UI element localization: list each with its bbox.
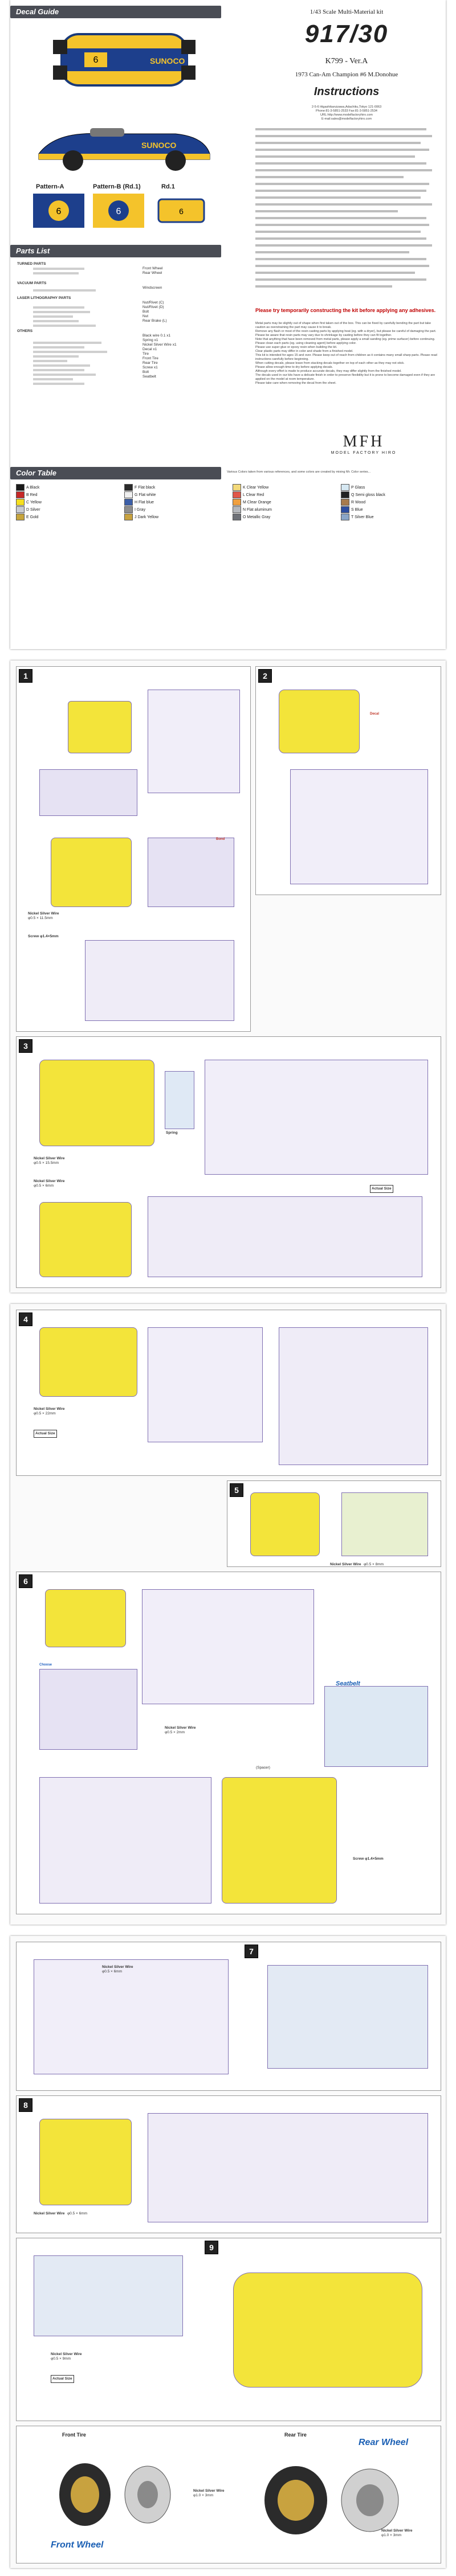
car-top-view — [50, 23, 198, 97]
company-line: 2-5-6 Higashikaruizawa,Adachiku,Tokyo 121-0063 — [311, 105, 382, 109]
color-table-title: Color Table — [10, 467, 221, 479]
body-part — [279, 690, 360, 753]
wire-label: Nickel Silver Wire φ0.5 × 6mm — [102, 1965, 133, 1974]
warning-item: Metal parts may be slightly out of shape when first taken out of the box. This can be fixed by carefully bending the part but take caution as overstraining the part may cause it to break. — [255, 322, 431, 329]
seat-part — [39, 1669, 137, 1750]
rd1-image — [156, 194, 207, 228]
color-entry: I Gray — [124, 506, 145, 513]
parts-item: Spring x1 — [142, 338, 158, 342]
step-3-panel — [16, 1036, 441, 1288]
car-side-view — [33, 114, 215, 177]
pattern-b-label: Pattern-B (Rd.1) — [93, 183, 141, 190]
step-number: 5 — [230, 1483, 243, 1497]
step-8-panel — [16, 2095, 441, 2233]
svg-text:6: 6 — [179, 207, 184, 216]
step-number: 7 — [245, 1945, 258, 1958]
engine-part — [222, 1777, 337, 1904]
company-line: Phone:81-3-5851-2533 Fax:81-3-5851-2534 — [316, 109, 377, 113]
color-entry: K Clear Yellow — [233, 484, 268, 491]
actual-size-label: Actual Size — [370, 1185, 393, 1193]
parts-item: Tire — [142, 352, 149, 356]
screw-label: Screw φ1.4×5mm — [353, 1857, 384, 1861]
japanese-notes — [255, 128, 438, 299]
step-2-panel — [255, 666, 441, 895]
warning-item: This kit is intended for ages 15 and over. Please keep out of reach from children as it contains many small sharp parts. Please read instructions carefully before beginning. — [255, 354, 437, 361]
color-entry: N Flat aluminum — [233, 506, 272, 513]
body-part — [45, 1589, 126, 1647]
assembly-part — [279, 1327, 428, 1465]
step-number: 1 — [19, 669, 32, 683]
warning-item: Please allow enough time to dry before applying decals. — [255, 366, 333, 369]
front-wheel-label: Front Wheel — [51, 2540, 104, 2550]
choose-callout: Choose — [39, 1663, 52, 1667]
parts-list-title: Parts List — [10, 245, 221, 257]
body-part — [250, 1492, 320, 1556]
bond-callout: Bond — [216, 838, 225, 841]
warning-item: Clear plastic parts may differ in color and shade from a finished model. — [255, 350, 353, 353]
step-number: 8 — [19, 2098, 32, 2112]
seatbelt-label: Seatbelt — [336, 1680, 360, 1687]
body-part — [39, 2119, 132, 2205]
svg-text:SUNOCO: SUNOCO — [150, 56, 185, 65]
front-wheel-drawing — [51, 2443, 188, 2534]
seatbelt-part — [324, 1686, 428, 1767]
step-number: 3 — [19, 1039, 32, 1053]
instruction-page-2 — [10, 661, 446, 1293]
wing-part — [34, 2255, 183, 2336]
parts-item: Seatbelt — [142, 375, 156, 379]
decal-guide-title: Decal Guide — [10, 6, 221, 18]
color-table-grid — [16, 484, 443, 524]
front-tire-label: Front Tire — [62, 2432, 86, 2438]
rear-wheel-drawing — [256, 2449, 427, 2540]
frame-part — [205, 1060, 428, 1175]
parts-item: Nut — [142, 314, 149, 318]
warning-item: Please be aware that resin parts may vary due to shrinkage by casting before they can fit together. — [255, 334, 392, 337]
assembly-part — [39, 1777, 211, 1904]
color-entry: T Silver Blue — [341, 514, 374, 520]
rear-wheel-label: Rear Wheel — [359, 2438, 409, 2447]
warning-item: Please take care when removing the decal from the sheet. — [255, 382, 336, 385]
wire-label: Nickel Silver Wire φ0.5 × 2mm — [165, 1726, 196, 1734]
instructions-heading: Instructions — [314, 85, 380, 98]
spring-part — [341, 1492, 428, 1556]
color-entry: L Clear Red — [233, 491, 264, 498]
instruction-page-1 — [10, 0, 446, 649]
wire-label: Nickel Silver Wire φ0.5 × 15.5mm — [34, 1156, 65, 1165]
suspension-part — [148, 1196, 422, 1277]
parts-item: Nut/Rivet (C) — [142, 301, 164, 305]
wire-label: Nickel Silver Wire φ0.5 × 9mm — [51, 2352, 82, 2361]
parts-item: Screw x1 — [142, 366, 158, 370]
color-entry: G Flat white — [124, 491, 156, 498]
kit-number: 917/30 — [304, 20, 389, 48]
parts-group-title: LASER LITHOGRAPHY PARTS — [17, 296, 71, 300]
frame-part — [34, 1959, 229, 2074]
svg-text:6: 6 — [56, 207, 62, 216]
warning-heading: Please try temporarily constructing the kit before applying any adhesives. — [255, 307, 436, 313]
warning-item: The decals used in our kits have a delicate finish in order to preserve flexibility but it is prone to become damaged even if they are applied on the model at room temperature. — [255, 374, 435, 381]
step-number: 4 — [19, 1312, 32, 1326]
warning-item: Please clean each parts (eg. using cleaning agent) before applying color. — [255, 342, 357, 345]
step-5-panel — [227, 1480, 441, 1567]
color-table-note: Various Colors taken from various references, and some colors are created by mixing Mr. Color series... — [227, 470, 371, 474]
color-entry: F Flat black — [124, 484, 155, 491]
step-number: 2 — [258, 669, 272, 683]
instruction-page-3 — [10, 1304, 446, 1925]
spacer-label: (Spacer) — [256, 1766, 270, 1770]
warning-item: Please use super glue or epoxy resin when building the kit. — [255, 346, 337, 349]
color-entry: J Dark Yellow — [124, 514, 158, 520]
pattern-a-image — [33, 194, 84, 228]
frame-part — [290, 769, 428, 884]
step-number: 6 — [19, 1574, 32, 1588]
company-info — [261, 105, 432, 121]
warning-list — [255, 322, 438, 385]
parts-item: Decal x1 — [142, 347, 157, 351]
parts-group-title: VACUUM PARTS — [17, 281, 47, 285]
pattern-b-image — [93, 194, 144, 228]
svg-text:6: 6 — [93, 55, 99, 65]
parts-item: Rear Brake (L) — [142, 319, 167, 323]
color-entry: O Metallic Gray — [233, 514, 270, 520]
car-body-part — [233, 2273, 422, 2388]
decal-callout: Decal — [370, 712, 380, 716]
step-1-panel — [16, 666, 251, 1032]
warning-item: When cutting decals, please leave from stacking decals together on top of each other as they may not stick. — [255, 362, 405, 365]
suspension-part — [148, 838, 234, 907]
step-4-panel — [16, 1310, 441, 1476]
assembly-part — [85, 940, 234, 1021]
parts-item: Nickel Silver Wire x1 — [142, 343, 177, 347]
rear-tire-label: Rear Tire — [284, 2432, 307, 2438]
body-part — [68, 701, 132, 753]
svg-text:SUNOCO: SUNOCO — [141, 141, 177, 150]
chassis-part — [39, 769, 137, 816]
body-part — [39, 1060, 154, 1146]
wheels-panel — [16, 2426, 441, 2563]
parts-item: Black wire 0.1 x1 — [142, 334, 171, 338]
parts-group-title: OTHERS — [17, 329, 33, 333]
company-line: E-mail:sales@modelfactoryhiro.com — [321, 117, 372, 121]
wire-label: Nickel Silver Wire φ1.0 × 3mm — [381, 2529, 413, 2537]
warning-item: Although every effort is made to produce accurate decals, they may differ slightly from the finished model. — [255, 370, 402, 373]
subtitle: 1973 Can-Am Champion #6 M.Donohue — [295, 71, 398, 78]
color-entry: P Glass — [341, 484, 365, 491]
parts-item: Bolt — [142, 370, 149, 374]
parts-item: Rear Wheel — [142, 271, 162, 275]
color-entry: C Yellow — [16, 499, 42, 506]
parts-group-title: TURNED PARTS — [17, 262, 46, 266]
color-entry: M Clear Orange — [233, 499, 271, 506]
wing-part — [267, 1965, 428, 2069]
parts-jp-placeholder — [33, 268, 130, 450]
actual-size-label: Actual Size — [34, 1430, 57, 1438]
wire-label: Nickel Silver Wire φ0.5 × 11.5mm — [28, 912, 59, 920]
parts-item: Nut/Rivet (D) — [142, 305, 164, 309]
pattern-a-label: Pattern-A — [36, 183, 64, 190]
parts-item: Front Wheel — [142, 266, 163, 270]
step-7-panel — [16, 1942, 441, 2091]
mfh-logo: MFH MODEL FACTORY HIRO — [331, 433, 397, 455]
svg-text:6: 6 — [116, 207, 121, 216]
parts-item: Rear Tire — [142, 361, 158, 365]
parts-item: Front Tire — [142, 356, 158, 360]
color-entry: A Black — [16, 484, 39, 491]
frame-part — [142, 1589, 314, 1704]
step-6-panel — [16, 1572, 441, 1914]
body-part — [39, 1327, 137, 1397]
color-entry: D Silver — [16, 506, 40, 513]
color-entry: Q Semi gloss black — [341, 491, 385, 498]
color-entry: S Blue — [341, 506, 363, 513]
wire-label: Nickel Silver Wire φ0.5 × 6mm — [34, 2212, 88, 2216]
rd1-label: Rd.1 — [161, 183, 175, 190]
kit-code: K799 - Ver.A — [325, 57, 368, 65]
wire-label: Nickel Silver Wire φ0.5 × 8mm — [330, 1562, 384, 1566]
wire-label: Nickel Silver Wire φ0.5 × 6mm — [34, 1179, 65, 1188]
step-number: 9 — [205, 2241, 218, 2254]
instruction-page-4 — [10, 1936, 446, 2568]
parts-item: Windscreen — [142, 286, 162, 290]
scale-text: 1/43 Scale Multi-Material kit — [310, 9, 384, 15]
company-line: URL:http://www.modelfactoryhiro.com — [320, 113, 373, 117]
color-entry: E Gold — [16, 514, 38, 520]
wire-label: Nickel Silver Wire φ0.5 × 22mm — [34, 1407, 65, 1416]
frame-part — [148, 690, 240, 793]
assembly-part — [148, 2113, 428, 2222]
color-entry: B Red — [16, 491, 37, 498]
warning-item: Note that anything that have been removed from metal parts, please apply a small sanding (eg. prime surfacer) before continuing. — [255, 338, 435, 341]
engine-part — [51, 838, 132, 907]
color-entry: R Wood — [341, 499, 365, 506]
spring-label: Spring — [166, 1131, 178, 1135]
spring-part — [165, 1071, 194, 1129]
screw-label: Screw φ1.4×5mm — [28, 934, 59, 938]
frame-part — [148, 1327, 263, 1442]
actual-size-label: Actual Size — [51, 2375, 74, 2383]
wire-label: Nickel Silver Wire φ1.0 × 3mm — [193, 2489, 225, 2497]
parts-item: Bolt — [142, 310, 149, 314]
step-9-panel — [16, 2238, 441, 2421]
warning-item: Remove any flash or most of the resin casting parts by applying heat (eg. with a dryer), but please be careful of damaging the part. — [255, 330, 437, 333]
color-entry: H Flat blue — [124, 499, 154, 506]
engine-part — [39, 1202, 132, 1277]
